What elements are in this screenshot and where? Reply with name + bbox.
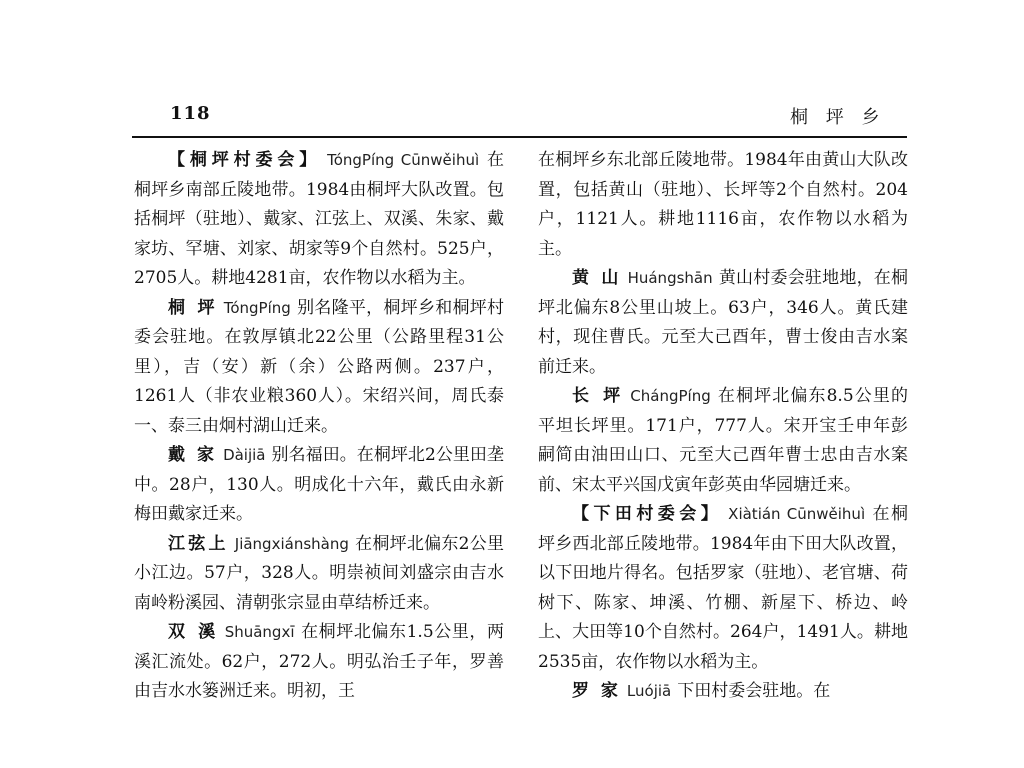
entry-description: 在桐坪乡西北部丘陵地带。1984年由下田大队改置，以下田地片得名。包括罗家（驻地）、老官塘、荷树下、陈家、坤溪、竹棚、新屋下、桥边、岭上、大田等10个自然村。264户，1491人。耕地2535亩，农作物以水稻为主。: [538, 504, 909, 672]
entry-headword: 戴 家: [168, 445, 218, 465]
entry-description: 黄山村委会驻地地，在桐坪北偏东8公里山坡上。63户，346人。黄氏建村，现住曹氏。元至大己酉年，曹士俊由吉水案前迁来。: [538, 268, 909, 377]
gazetteer-entry: [134, 294, 504, 442]
gazetteer-entry: [134, 441, 504, 530]
entry-description: 在桐坪北偏东2公里小江边。57户，328人。明崇祯间刘盛宗由吉水南岭粉溪园、清朝张宗显由草结桥迁来。: [134, 533, 504, 613]
entry-romanization: Shuāngxī: [224, 623, 295, 641]
entry-romanization: TóngPíng: [223, 298, 291, 317]
entry-description: 在桐坪北偏东8.5公里的平坦长坪里。171户，777人。宋开宝壬申年彭嗣简由油田山口、元至大己酉年曹士忠由吉水案前、宋太平兴国戊寅年彭英由华园塘迁来。: [538, 386, 908, 495]
gazetteer-entry: [134, 530, 504, 619]
entry-description: 别名福田。在桐坪北2公里田垄中。28户，130人。明成化十六年，戴氏由永新梅田戴家迁来。: [134, 445, 504, 524]
right-column: [538, 146, 908, 707]
entry-romanization: Xiàtián Cūnwěihuì: [728, 505, 866, 523]
entry-romanization: ChángPíng: [630, 387, 711, 405]
gazetteer-entry: [538, 146, 908, 264]
gazetteer-entry: [538, 382, 908, 500]
left-column: [134, 146, 504, 707]
gazetteer-entry: [538, 500, 908, 677]
gazetteer-entry: [134, 146, 504, 294]
header-rule: [132, 136, 907, 138]
entry-romanization: Dàijiā: [223, 446, 266, 464]
gazetteer-entry: [134, 618, 504, 707]
entry-headword: 双 溪: [168, 622, 219, 642]
entry-description: 在桐坪乡南部丘陵地带。1984由桐坪大队改置。包括桐坪（驻地）、戴家、江弦上、双溪、朱家、戴家坊、罕塘、刘家、胡家等9个自然村。525户，2705人。耕地4281亩，农作物以水稻为主。: [134, 150, 504, 288]
entry-description: 在桐坪北偏东1.5公里，两溪汇流处。62户，272人。明弘治壬子年，罗善由吉水水篓洲迁来。明初，王: [134, 622, 504, 701]
entry-romanization: Luójiā: [626, 682, 672, 700]
entry-headword: 【桐坪村委会】: [168, 150, 322, 170]
entry-description: 在桐坪乡东北部丘陵地带。1984年由黄山大队改置，包括黄山（驻地）、长坪等2个自然村。204户，1121人。耕地1116亩，农作物以水稻为主。: [538, 150, 908, 259]
entry-headword: 江弦上: [168, 533, 229, 554]
page-header-title: 桐 坪 乡: [790, 107, 886, 128]
entry-headword: 桐 坪: [168, 297, 218, 318]
entry-headword: 【下田村委会】: [572, 504, 723, 524]
entry-romanization: Huángshān: [627, 269, 713, 287]
entry-description: 别名隆平，桐坪乡和桐坪村委会驻地。在敦厚镇北22公里（公路里程31公里），吉（安）新（余）公路两侧。237户，1261人（非农业粮360人）。宋绍兴间，周氏泰一、泰三由炯村湖山迁来。: [134, 297, 505, 436]
gazetteer-entry: [538, 677, 908, 707]
entry-romanization: TóngPíng Cūnwěihuì: [327, 151, 480, 169]
gazetteer-entry: [538, 264, 908, 382]
entry-romanization: Jiāngxiánshàng: [234, 534, 349, 553]
page-number: 118: [170, 103, 211, 124]
entry-headword: 长 坪: [572, 386, 625, 406]
entry-description: 下田村委会驻地。在: [677, 681, 831, 701]
entry-headword: 罗 家: [572, 681, 621, 701]
entry-headword: 黄 山: [572, 268, 622, 288]
